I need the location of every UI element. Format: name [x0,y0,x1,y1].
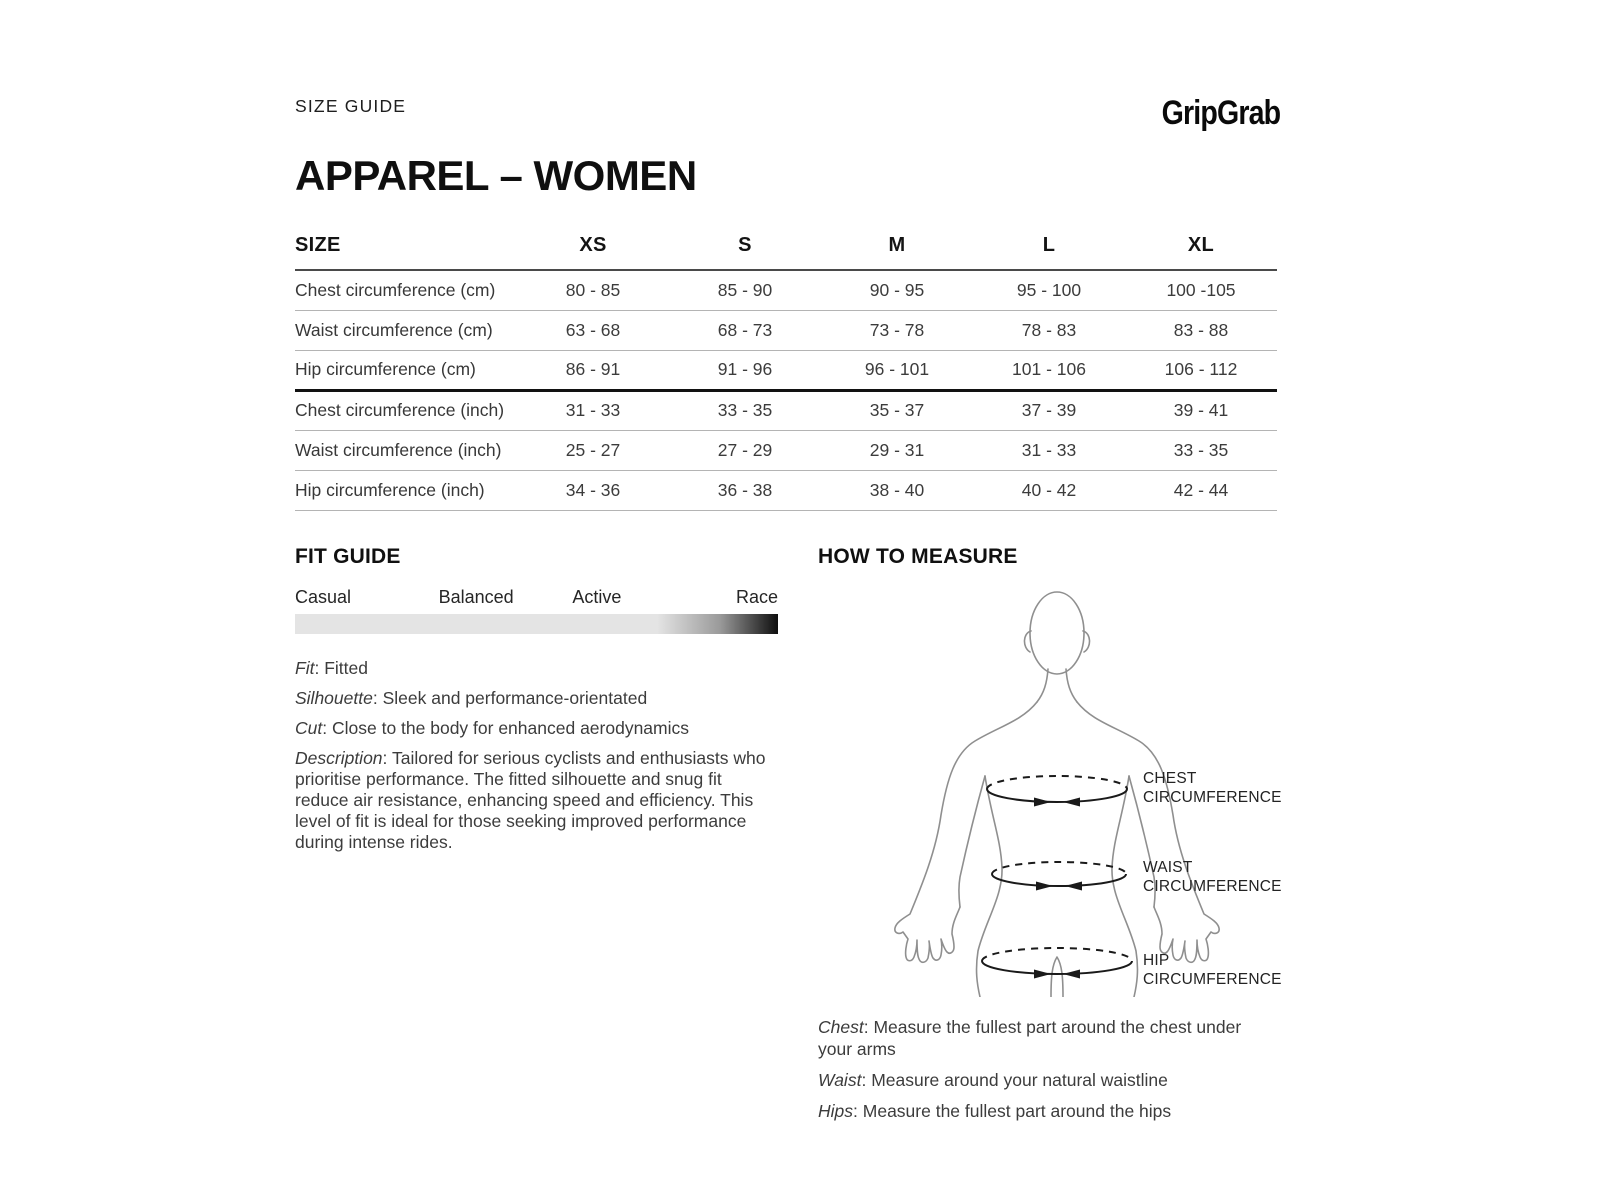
inst-text: Measure the fullest part around the chest under your arms [818,1017,1242,1059]
cell: 90 - 95 [869,279,925,300]
right-arm-and-hand [1077,702,1219,962]
chest-circumference-label: CHEST CIRCUMFERENCE [1143,770,1282,806]
hip-ellipse-solid [982,961,1132,974]
cell: 95 - 100 [1016,279,1082,300]
waist-ellipse-dashed [992,862,1126,874]
row-label: Chest circumference (cm) [295,279,496,300]
fit-attribute [295,688,778,709]
cell: 85 - 90 [717,279,773,300]
attr-term: Cut : [295,718,327,738]
fit-attribute [295,748,778,853]
head-outline [1030,592,1084,674]
cell: 34 - 36 [565,479,621,500]
col-header-l: L [1042,234,1056,256]
cell: 38 - 40 [869,479,925,500]
row-label: Chest circumference (inch) [295,400,505,420]
size-table-header-row [295,230,1277,270]
cell: 39 - 41 [1173,400,1229,420]
measure-ellipses [982,776,1132,974]
inst-term: Hips : [818,1101,858,1121]
row-label: Waist circumference (inch) [295,439,502,460]
waist-ellipse-solid [992,874,1126,886]
cell: 73 - 78 [869,319,925,340]
waist-arrow-left [1036,882,1053,891]
fit-guide-section [295,545,778,1131]
chest-ellipse-dashed [987,776,1127,789]
col-header-xs: XS [579,234,607,256]
neck-right [1066,669,1077,702]
brand-logo: GripGrab [1161,94,1280,132]
cell: 91 - 96 [717,359,773,379]
size-table [295,230,1277,511]
table-row [295,310,1277,350]
cell: 101 - 106 [1012,359,1086,379]
attr-text: Tailored for serious cyclists and enthusiasts who prioritise performance. The fitted silhouette and snug fit reduce air resistance, enhancing speed and efficiency. This level of fit is ideal for those seeking improved performance during intense rides. [295,748,766,852]
instruction [818,1069,1277,1091]
inst-text: Measure around your natural waistline [871,1070,1168,1090]
inst-text: Measure the fullest part around the hips [862,1101,1172,1121]
cell: 100 -105 [1166,279,1236,300]
table-row [295,270,1277,310]
cell: 68 - 73 [717,319,773,340]
neck-left [1037,669,1048,702]
torso-left [977,776,1003,997]
cell: 35 - 37 [869,400,925,420]
cell: 36 - 38 [717,479,773,500]
cell: 31 - 33 [1021,439,1077,460]
cell: 31 - 33 [565,400,621,420]
col-header-xl: XL [1187,234,1215,256]
cell: 86 - 91 [565,359,621,379]
fit-scale-bar [295,614,778,634]
attr-term: Silhouette : [295,688,378,708]
inner-legs [1051,957,1063,997]
attr-term: Fit : [295,658,319,678]
cell: 37 - 39 [1021,400,1077,420]
row-label: Hip circumference (cm) [295,359,476,379]
table-row [295,350,1277,390]
inst-term: Chest : [818,1017,869,1037]
attr-text: Sleek and performance-orientated [382,688,648,708]
cell: 63 - 68 [565,319,621,340]
torso-right [1112,776,1138,997]
how-to-measure-section [818,545,1282,1131]
hip-arrow-right [1063,970,1080,979]
table-row [295,430,1277,470]
inst-term: Waist : [818,1070,866,1090]
cell: 33 - 35 [717,400,773,420]
scale-label-balanced: Balanced [438,587,514,607]
measure-instructions [818,1016,1277,1122]
col-header-size: SIZE [295,234,341,256]
row-label: Hip circumference (inch) [295,479,485,500]
cell: 42 - 44 [1173,479,1229,500]
waist-circumference-label: WAIST CIRCUMFERENCE [1143,859,1282,895]
chest-arrow-left [1034,798,1051,807]
cell: 96 - 101 [864,359,930,379]
how-to-measure-heading: HOW TO MEASURE [818,545,1018,568]
measure-arrows [1034,798,1082,979]
hip-ellipse-dashed [982,948,1132,961]
cell: 80 - 85 [565,279,621,300]
instruction [818,1100,1277,1122]
instruction [818,1016,1277,1060]
page-eyebrow: SIZE GUIDE [295,96,407,116]
fit-scale-labels [295,586,778,608]
chest-arrow-right [1063,798,1080,807]
fit-attribute [295,718,778,739]
col-header-s: S [738,234,752,256]
scale-label-casual: Casual [295,587,352,607]
attr-term: Description : [295,748,387,768]
cell: 106 - 112 [1164,359,1238,379]
scale-label-active: Active [572,587,622,607]
waist-arrow-right [1065,882,1082,891]
cell: 33 - 35 [1173,439,1229,460]
cell: 25 - 27 [565,439,621,460]
cell: 27 - 29 [717,439,773,460]
table-row [295,390,1277,430]
table-row [295,470,1277,510]
cell: 29 - 31 [869,439,925,460]
left-inner-arm [959,776,985,907]
scale-label-race: Race [735,587,778,607]
hip-circumference-label: HIP CIRCUMFERENCE [1143,952,1282,988]
page-title: APPAREL – WOMEN [295,152,697,199]
chest-ellipse-solid [987,789,1127,802]
cell: 40 - 42 [1021,479,1077,500]
attr-text: Fitted [324,658,368,678]
fit-attribute [295,658,778,679]
row-label: Waist circumference (cm) [295,319,493,340]
hip-arrow-left [1034,970,1051,979]
left-arm-and-hand [895,702,1037,962]
fit-guide-heading: FIT GUIDE [295,545,401,568]
fit-attributes [295,658,778,853]
body-measure-diagram [850,577,1282,997]
attr-text: Close to the body for enhanced aerodynamics [331,718,690,738]
col-header-m: M [888,234,906,256]
cell: 78 - 83 [1021,319,1077,340]
cell: 83 - 88 [1173,319,1229,340]
